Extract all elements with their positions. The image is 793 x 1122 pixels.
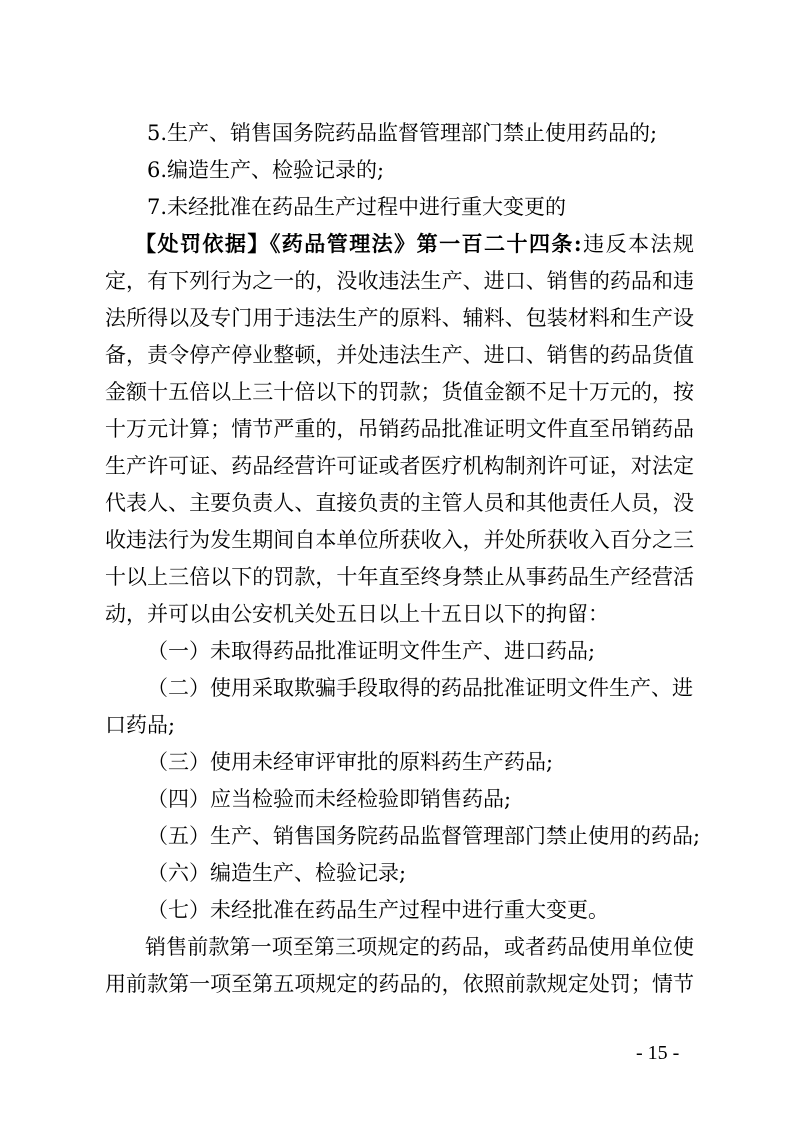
text-line: 7.未经批准在药品生产过程中进行重大变更的 bbox=[147, 195, 567, 219]
text-line: 法所得以及专门用于违法生产的原料、辅料、包装材料和生产设 bbox=[105, 306, 694, 330]
text-line: 5.生产、销售国务院药品监督管理部门禁止使用药品的; bbox=[147, 121, 658, 145]
page-number: - 15 - bbox=[636, 1042, 680, 1064]
list-item: （一）未取得药品批准证明文件生产、进口药品; bbox=[147, 639, 596, 663]
text-line: 十万元计算；情节严重的，吊销药品批准证明文件直至吊销药品 bbox=[105, 417, 694, 441]
penalty-basis-text: 违反本法规 bbox=[581, 232, 694, 256]
text-line: 收违法行为发生期间自本单位所获收入，并处所获收入百分之三 bbox=[105, 528, 694, 552]
text-line: 用前款第一项至第五项规定的药品的，依照前款规定处罚；情节 bbox=[105, 972, 694, 996]
text-line: 定，有下列行为之一的，没收违法生产、进口、销售的药品和违 bbox=[105, 269, 694, 293]
text-line: 生产许可证、药品经营许可证或者医疗机构制剂许可证，对法定 bbox=[105, 454, 694, 478]
list-item-continuation: 口药品; bbox=[105, 713, 176, 737]
list-item: （七）未经批准在药品生产过程中进行重大变更。 bbox=[147, 898, 609, 922]
list-item: （六）编造生产、检验记录; bbox=[147, 861, 407, 885]
text-line: 6.编造生产、检验记录的; bbox=[147, 158, 385, 182]
text-line: 代表人、主要负责人、直接负责的主管人员和其他责任人员，没 bbox=[105, 491, 694, 515]
penalty-basis-label: 【处罚依据】《药品管理法》第一百二十四条: bbox=[135, 231, 582, 256]
text-line: 备，责令停产停业整顿，并处违法生产、进口、销售的药品货值 bbox=[105, 343, 694, 367]
text-line bbox=[105, 933, 694, 961]
list-item: （二）使用采取欺骗手段取得的药品批准证明文件生产、进 bbox=[147, 676, 693, 700]
list-item: （三）使用未经审评审批的原料药生产药品; bbox=[147, 750, 554, 774]
text-line: 动，并可以由公安机关处五日以上十五日以下的拘留： bbox=[105, 602, 609, 626]
penalty-basis-line bbox=[105, 230, 694, 258]
paragraph-start: 销售前款第一项至第三项规定的药品，或者药品使用单位使 bbox=[145, 935, 694, 959]
text-line: 十以上三倍以下的罚款，十年直至终身禁止从事药品生产经营活 bbox=[105, 565, 694, 589]
list-item: （五）生产、销售国务院药品监督管理部门禁止使用的药品; bbox=[147, 824, 701, 848]
list-item: （四）应当检验而未经检验即销售药品; bbox=[147, 787, 512, 811]
text-line: 金额十五倍以上三十倍以下的罚款；货值金额不足十万元的，按 bbox=[105, 380, 694, 404]
